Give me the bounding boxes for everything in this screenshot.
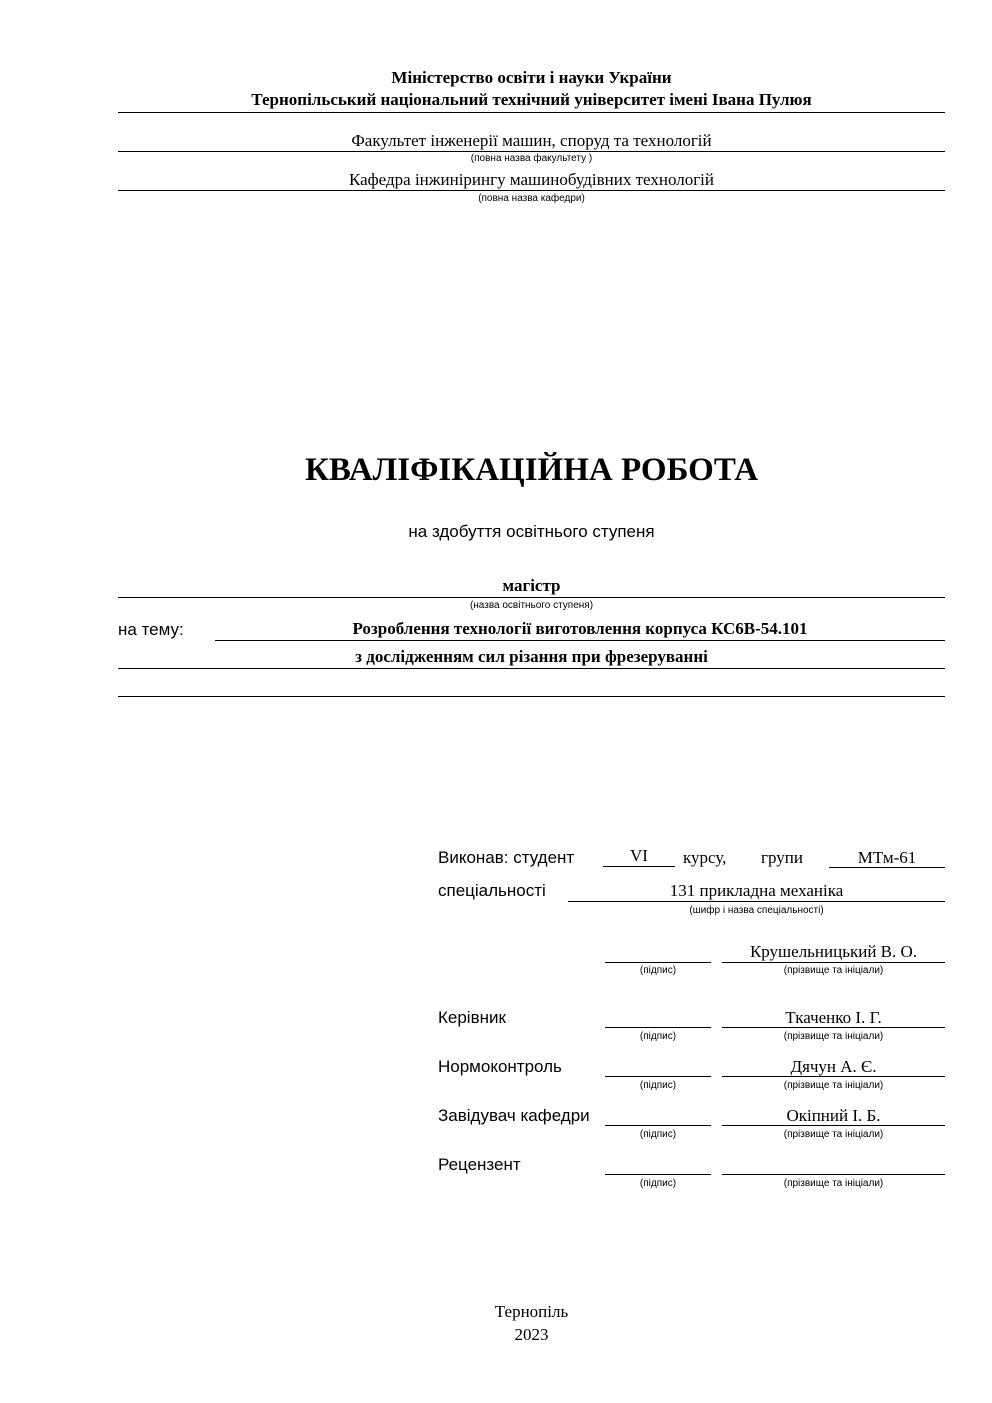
- reviewer-name-underline: [722, 1174, 945, 1175]
- normcontrol-signature-caption: (підпис): [639, 1080, 677, 1091]
- course-underline: [603, 866, 675, 867]
- head-of-department-name: Окіпний І. Б.: [786, 1106, 881, 1125]
- topic-label: на тему:: [118, 620, 184, 639]
- student-signature-caption: (підпис): [639, 965, 677, 976]
- head-of-department-label: Завідувач кафедри: [438, 1106, 590, 1125]
- normcontrol-name-underline: [722, 1076, 945, 1077]
- group-value: МТм-61: [857, 848, 917, 867]
- specialty-value: 131 прикладна механіка: [669, 881, 844, 900]
- head-of-department-name-caption: (прізвище та ініціали): [783, 1129, 884, 1140]
- head-of-department-name-underline: [722, 1125, 945, 1126]
- faculty-caption: (повна назва факультету ): [470, 153, 593, 164]
- reviewer-name-caption: (прізвище та ініціали): [783, 1178, 884, 1189]
- normcontrol-name-caption: (прізвище та ініціали): [783, 1080, 884, 1091]
- specialty-caption: (шифр і назва спеціальності): [689, 905, 824, 916]
- topic-underline-2: [118, 668, 945, 669]
- degree-underline: [118, 597, 945, 598]
- department-underline: [118, 190, 945, 191]
- department-name: Кафедра інжинірингу машинобудівних технологій: [349, 170, 714, 189]
- course-label: курсу,: [683, 848, 727, 867]
- footer-city: Тернопіль: [494, 1302, 569, 1321]
- normcontrol-name: Дячун А. Є.: [790, 1057, 877, 1076]
- student-name: Крушельницький В. О.: [749, 942, 918, 961]
- supervisor-name-underline: [722, 1027, 945, 1028]
- degree-caption: (назва освітнього ступеня): [469, 600, 594, 611]
- supervisor-name-caption: (прізвище та ініціали): [783, 1031, 884, 1042]
- supervisor-name: Ткаченко І. Г.: [785, 1008, 882, 1027]
- header-divider: [118, 112, 945, 113]
- reviewer-signature-line: [605, 1174, 711, 1175]
- topic-line-1: Розроблення технології виготовлення корпуса КС6В-54.101: [352, 619, 808, 638]
- department-caption: (повна назва кафедри): [478, 193, 585, 204]
- document-title: КВАЛІФІКАЦІЙНА РОБОТА: [304, 452, 759, 488]
- normcontrol-label: Нормоконтроль: [438, 1057, 562, 1076]
- supervisor-signature-caption: (підпис): [639, 1031, 677, 1042]
- course-value: VI: [630, 846, 648, 865]
- head-of-department-signature-line: [605, 1125, 711, 1126]
- reviewer-label: Рецензент: [438, 1155, 521, 1174]
- supervisor-signature-line: [605, 1027, 711, 1028]
- group-underline: [829, 867, 945, 868]
- head-of-department-signature-caption: (підпис): [639, 1129, 677, 1140]
- document-subtitle: на здобуття освітнього ступеня: [408, 522, 655, 541]
- ministry-name: Міністерство освіти і науки України: [391, 68, 672, 87]
- specialty-underline: [568, 901, 945, 902]
- footer-year: 2023: [514, 1325, 549, 1344]
- specialty-label: спеціальності: [438, 881, 546, 900]
- student-label: Виконав: студент: [438, 848, 575, 867]
- student-signature-line: [605, 962, 711, 963]
- faculty-name: Факультет інженерії машин, споруд та технологій: [351, 131, 712, 150]
- group-label: групи: [761, 848, 803, 867]
- supervisor-label: Керівник: [438, 1008, 506, 1027]
- topic-underline-1: [215, 640, 945, 641]
- degree-value: магістр: [502, 576, 561, 595]
- student-name-underline: [722, 962, 945, 963]
- topic-line-2: з дослідженням сил різання при фрезеруванні: [355, 647, 708, 666]
- reviewer-signature-caption: (підпис): [639, 1178, 677, 1189]
- faculty-underline: [118, 151, 945, 152]
- normcontrol-signature-line: [605, 1076, 711, 1077]
- student-name-caption: (прізвище та ініціали): [783, 965, 884, 976]
- topic-underline-3: [118, 696, 945, 697]
- university-name: Тернопільський національний технічний університет імені Івана Пулюя: [251, 90, 812, 109]
